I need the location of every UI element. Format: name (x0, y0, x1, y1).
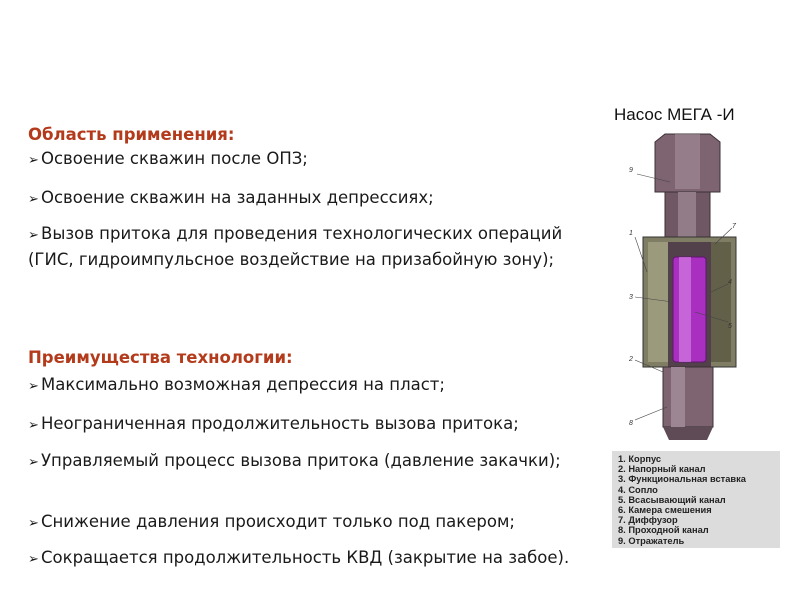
list-item (28, 510, 648, 536)
list-item (28, 147, 618, 173)
section-title-advantages: Преимущества технологии: (28, 348, 293, 367)
pump-title: Насос МЕГА -И (614, 105, 735, 124)
pump-neck-highlight (678, 192, 696, 237)
pump-lower-body (663, 367, 713, 427)
arrow-bullet-icon: ➢ (28, 455, 39, 470)
legend-item: 4. Сопло (618, 484, 658, 495)
section-title-areas: Область применения: (28, 125, 235, 144)
list-item-text: Сокращается продолжительность КВД (закрытие на забое). (41, 548, 570, 567)
list-item-text: Освоение скважин после ОПЗ; (41, 149, 308, 168)
list-item (28, 449, 583, 475)
arrow-bullet-icon: ➢ (28, 192, 39, 207)
legend-item: 2. Напорный канал (618, 464, 706, 475)
callout-label: 2 (629, 356, 633, 363)
list-item-text: Максимально возможная депрессия на пласт; (41, 375, 445, 394)
list-item (28, 412, 648, 438)
legend-item: 6. Камера смешения (618, 505, 712, 516)
pump-outer-wall-right (711, 242, 731, 362)
list-item-text: Неограниченная продолжительность вызова притока; (41, 414, 519, 433)
pump-insert-highlight (679, 257, 691, 362)
pump-lower-highlight (671, 367, 685, 427)
arrow-bullet-icon: ➢ (28, 228, 39, 243)
legend-item: 8. Проходной канал (618, 525, 709, 536)
callout-label: 1 (629, 230, 633, 237)
callout-label: 3 (629, 294, 633, 301)
list-item-text: Вызов притока для проведения технологических операций (ГИС, гидроимпульсное воздействие на призабойную зону); (28, 224, 563, 269)
pump-outer-wall-left (648, 242, 668, 362)
legend-item: 5. Всасывающий канал (618, 494, 726, 505)
callout-label: 9 (629, 167, 633, 174)
legend-item: 1. Корпус (618, 454, 662, 464)
legend-item: 3. Функциональная вставка (618, 474, 746, 485)
pump-cap-highlight (675, 134, 700, 189)
list-item-text: Освоение скважин на заданных депрессиях; (41, 188, 434, 207)
callout-label: 4 (728, 279, 732, 286)
list-item (28, 546, 613, 572)
arrow-bullet-icon: ➢ (28, 552, 39, 567)
list-item (28, 222, 588, 272)
pump-bottom (663, 427, 713, 440)
arrow-bullet-icon: ➢ (28, 379, 39, 394)
legend-item: 9. Отражатель (618, 535, 685, 546)
arrow-bullet-icon: ➢ (28, 516, 39, 531)
pump-cutaway-illustration (615, 132, 795, 442)
list-item (28, 186, 618, 212)
list-item-text: Управляемый процесс вызова притока (давление закачки); (41, 451, 561, 470)
arrow-bullet-icon: ➢ (28, 418, 39, 433)
pump-legend (612, 451, 780, 548)
callout-label: 8 (629, 420, 633, 427)
list-item (28, 373, 618, 399)
callout-label: 5 (728, 323, 732, 330)
legend-item: 7. Диффузор (618, 515, 678, 526)
callout-label: 7 (732, 223, 736, 230)
list-item-text: Снижение давления происходит только под пакером; (41, 512, 515, 531)
arrow-bullet-icon: ➢ (28, 153, 39, 168)
